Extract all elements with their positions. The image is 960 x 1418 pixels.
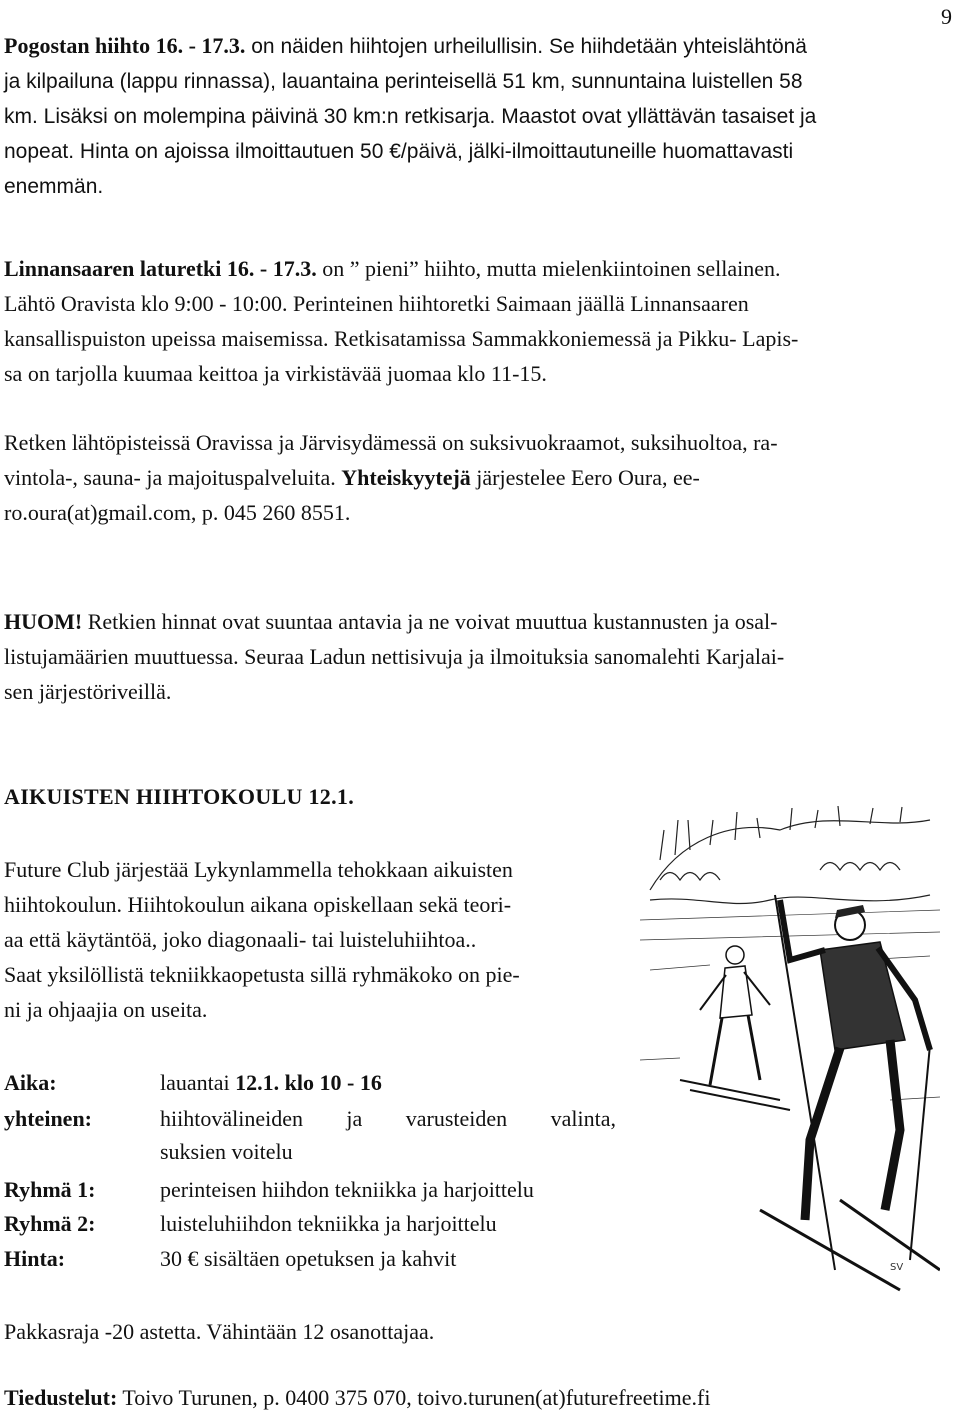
yhteinen-value-line: hiihtovälineiden ja varusteiden valinta, <box>160 1106 616 1131</box>
foreground-skier <box>760 895 940 1290</box>
pogostan-paragraph <box>4 28 944 204</box>
aikuisten-line: Saat yksilöllistä tekniikkaopetusta sillä ryhmäkoko on pie- <box>4 962 520 987</box>
background-trees <box>650 806 930 904</box>
retken-paragraph <box>4 425 944 530</box>
pogostan-line: km. Lisäksi on molempina päivinä 30 km:n retkisarja. Maastot ovat yllättävän tasaiset ja <box>4 105 817 128</box>
aikuisten-line: ni ja ohjaajia on useita. <box>4 997 208 1022</box>
schedule-row-yhteinen <box>4 1102 624 1168</box>
aikuisten-line: hiihtokoulun. Hiihtokoulun aikana opiskellaan sekä teori- <box>4 892 512 917</box>
yhteinen-value <box>160 1102 616 1168</box>
pogostan-line: on näiden hiihtojen urheilullisin. Se hiihdetään yhteislähtönä <box>245 35 807 58</box>
huom-line: listujamäärien muuttuessa. Seuraa Ladun nettisivuja ja ilmoituksia sanomalehti Karjalai- <box>4 644 785 669</box>
skiers-illustration <box>640 800 940 1300</box>
pogostan-line: ja kilpailuna (lappu rinnassa), lauantaina perinteisellä 51 km, sunnuntaina luistellen 58 <box>4 70 803 93</box>
aikuisten-heading: AIKUISTEN HIIHTOKOULU 12.1. <box>4 784 354 809</box>
huom-label: HUOM! <box>4 609 83 634</box>
pogostan-line: enemmän. <box>4 175 104 198</box>
linnansaari-line: on ” pieni” hiihto, mutta mielenkiintoinen sellainen. <box>316 256 781 281</box>
pogostan-title: Pogostan hiihto 16. - 17.3. <box>4 33 246 58</box>
retken-line: Retken lähtöpisteissä Oravissa ja Järvisydämessä on suksivuokraamot, suksihuoltoa, ra- <box>4 430 778 455</box>
schedule-row-ryhma2 <box>4 1207 624 1240</box>
yhteinen-value-line: suksien voitelu <box>160 1139 293 1164</box>
huom-line: sen järjestöriveillä. <box>4 679 172 704</box>
retken-line: vintola-, sauna- ja majoituspalveluita. <box>4 465 342 490</box>
ryhma2-value: luisteluhiihdon tekniikka ja harjoittelu <box>160 1211 497 1236</box>
schedule-row-aika <box>4 1066 624 1099</box>
pakkasraja-line: Pakkasraja -20 astetta. Vähintään 12 osanottajaa. <box>4 1319 435 1344</box>
yhteiskyyteja-label: Yhteiskyytejä <box>341 465 471 490</box>
artist-signature: SV <box>890 1262 904 1273</box>
schedule-row-ryhma1 <box>4 1173 624 1206</box>
aika-value-time: 12.1. klo 10 - 16 <box>235 1070 382 1095</box>
retken-line: järjestelee Eero Oura, ee- <box>470 465 700 490</box>
yhteinen-label: yhteinen: <box>4 1106 92 1131</box>
pogostan-line: nopeat. Hinta on ajoissa ilmoittautuen 50 €/päivä, jälki-ilmoittautuneille huomattavasti <box>4 140 794 163</box>
huom-paragraph <box>4 604 944 709</box>
page-number: 9 <box>941 4 952 29</box>
aika-value-text: lauantai <box>160 1070 236 1095</box>
ryhma1-label: Ryhmä 1: <box>4 1177 96 1202</box>
linnansaari-line: sa on tarjolla kuumaa keittoa ja virkistävää juomaa klo 11-15. <box>4 361 547 386</box>
aikuisten-line: aa että käytäntöä, joko diagonaali- tai luisteluhiihtoa.. <box>4 927 477 952</box>
tiedustelut-value: Toivo Turunen, p. 0400 375 070, toivo.turunen(at)futurefreetime.fi <box>117 1385 711 1410</box>
linnansaari-title: Linnansaaren laturetki 16. - 17.3. <box>4 256 317 281</box>
retken-line: ro.oura(at)gmail.com, p. 045 260 8551. <box>4 500 351 525</box>
linnansaari-paragraph <box>4 251 944 391</box>
aikuisten-paragraph <box>4 852 616 1027</box>
ryhma1-value: perinteisen hiihdon tekniikka ja harjoittelu <box>160 1177 534 1202</box>
hinta-label: Hinta: <box>4 1246 66 1271</box>
tiedustelut-label: Tiedustelut: <box>4 1385 118 1410</box>
hinta-value: 30 € sisältäen opetuksen ja kahvit <box>160 1246 457 1271</box>
huom-line: Retkien hinnat ovat suuntaa antavia ja ne voivat muuttua kustannusten ja osal- <box>82 609 778 634</box>
ryhma2-label: Ryhmä 2: <box>4 1211 96 1236</box>
aika-label: Aika: <box>4 1070 57 1095</box>
schedule-row-hinta <box>4 1242 624 1275</box>
aikuisten-line: Future Club järjestää Lykynlammella tehokkaan aikuisten <box>4 857 513 882</box>
aika-value <box>160 1066 616 1099</box>
tiedustelut-line <box>4 1380 944 1415</box>
linnansaari-line: Lähtö Oravista klo 9:00 - 10:00. Perinteinen hiihtoretki Saimaan jäällä Linnansaaren <box>4 291 749 316</box>
linnansaari-line: kansallispuiston upeissa maisemissa. Retkisatamissa Sammakkoniemessä ja Pikku- Lapis- <box>4 326 799 351</box>
background-skier <box>680 946 790 1110</box>
